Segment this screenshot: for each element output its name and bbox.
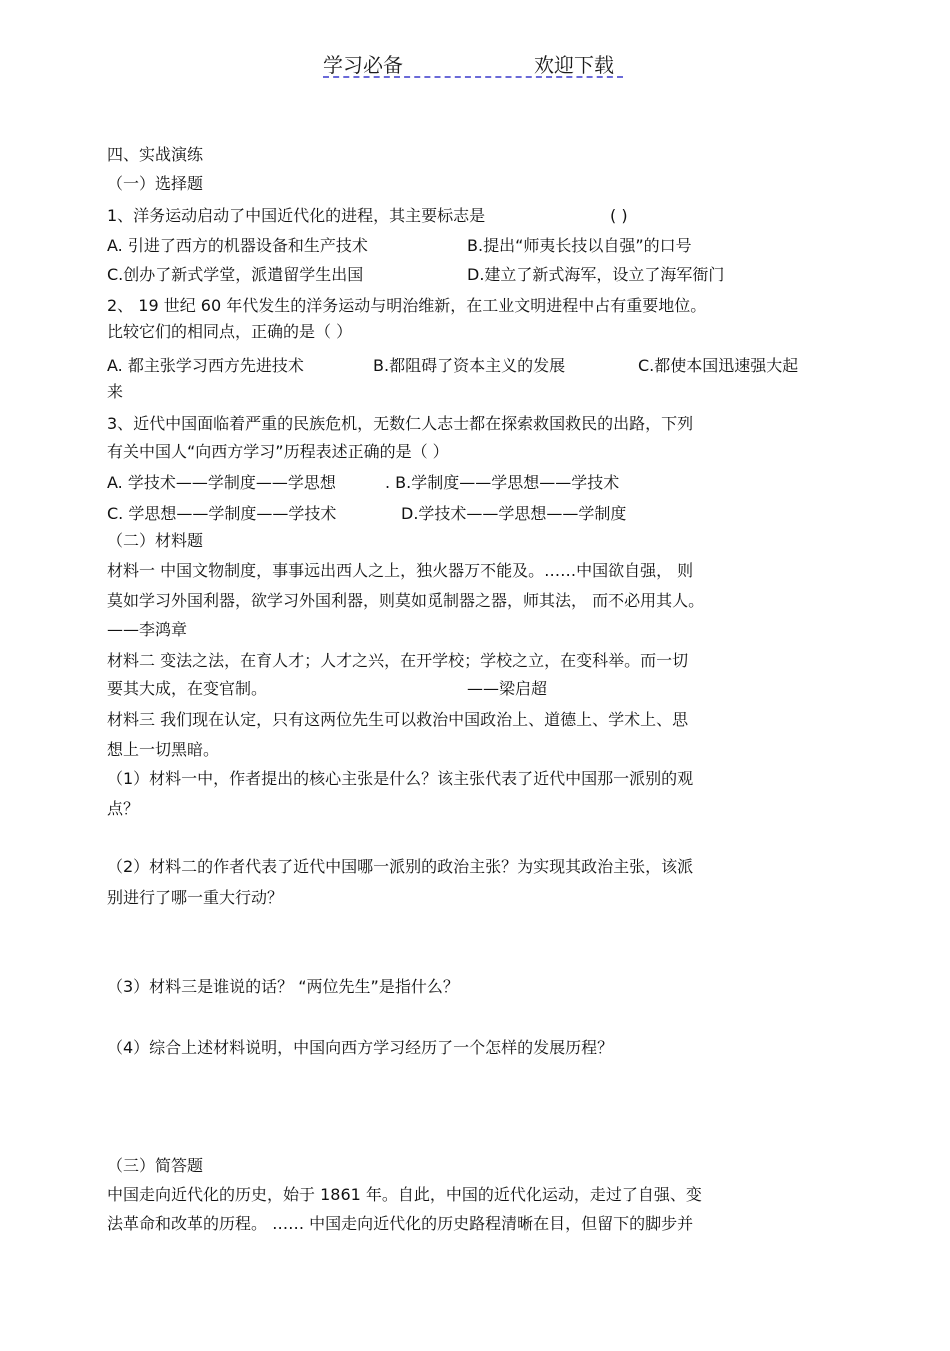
q1-option-d: D.建立了新式海军，设立了海军衙门 [467,265,725,284]
part3-line1: 中国走向近代化的历史，始于 1861 年。自此，中国的近代化运动，走过了自强、变 [107,1185,702,1204]
material-q2-line2: 别进行了哪一重大行动？ [107,888,284,907]
material1-line2: 莫如学习外国利器，欲学习外国利器，则莫如觅制器之器，师其法， 而不必用其人。 [107,591,705,610]
q3-line2: 有关中国人“向西方学习”历程表述正确的是（ ） [107,442,449,461]
header-right: 欢迎下载 [534,53,614,77]
section-title: 四、实战演练 [107,145,204,164]
material3-line1: 材料三 我们现在认定，只有这两位先生可以救治中国政治上、道德上、学术上、思 [107,710,689,729]
header-left: 学习必备 [323,53,403,77]
material2-line2: 要其大成，在变官制。 [107,679,268,698]
q2-option-a: A. 都主张学习西方先进技术 [107,356,304,375]
q3-option-b: . B.学制度——学思想——学技术 [385,473,620,492]
q2-line2: 比较它们的相同点，正确的是（ ） [107,322,353,341]
part1-title: （一）选择题 [107,174,204,193]
material1-author: ——李鸿章 [107,620,188,639]
q3-option-c: C. 学思想——学制度——学技术 [107,504,337,523]
material3-line2: 想上一切黑暗。 [107,740,220,759]
q2-option-c-cont: 来 [107,382,124,401]
q3-line1: 3、近代中国面临着严重的民族危机，无数仁人志士都在探索救国救民的出路，下列 [107,414,694,433]
material-q4: （4）综合上述材料说明，中国向西方学习经历了一个怎样的发展历程？ [107,1038,614,1057]
header-underline [323,76,623,78]
material-q1-line1: （1）材料一中，作者提出的核心主张是什么？该主张代表了近代中国那一派别的观 [107,769,694,788]
q1-stem: 1、洋务运动启动了中国近代化的进程，其主要标志是 [107,206,486,225]
material-q2-line1: （2）材料二的作者代表了近代中国哪一派别的政治主张？为实现其政治主张，该派 [107,857,694,876]
material-q1-line2: 点？ [107,799,140,818]
q3-option-a: A. 学技术——学制度——学思想 [107,473,336,492]
material1-line1: 材料一 中国文物制度，事事远出西人之上，独火器万不能及。……中国欲自强， 则 [107,561,694,580]
part3-title: （三）简答题 [107,1156,204,1175]
material2-author: ——梁启超 [467,679,548,698]
material-q3: （3）材料三是谁说的话？ “两位先生”是指什么？ [107,977,459,996]
q1-option-b: B.提出“师夷长技以自强”的口号 [467,236,692,255]
q2-option-b: B.都阻碍了资本主义的发展 [373,356,566,375]
q2-option-c: C.都使本国迅速强大起 [638,356,799,375]
q1-paren: ( ) [610,206,628,225]
material2-line1: 材料二 变法之法，在育人才；人才之兴，在开学校；学校之立，在变科举。而一切 [107,651,689,670]
part3-line2: 法革命和改革的历程。 …… 中国走向近代化的历史路程清晰在目，但留下的脚步并 [107,1214,694,1233]
part2-title: （二）材料题 [107,531,204,550]
q1-option-a: A. 引进了西方的机器设备和生产技术 [107,236,368,255]
q1-option-c: C.创办了新式学堂，派遣留学生出国 [107,265,364,284]
q3-option-d: D.学技术——学思想——学制度 [401,504,627,523]
q2-line1: 2、 19 世纪 60 年代发生的洋务运动与明治维新，在工业文明进程中占有重要地位。 [107,296,707,315]
